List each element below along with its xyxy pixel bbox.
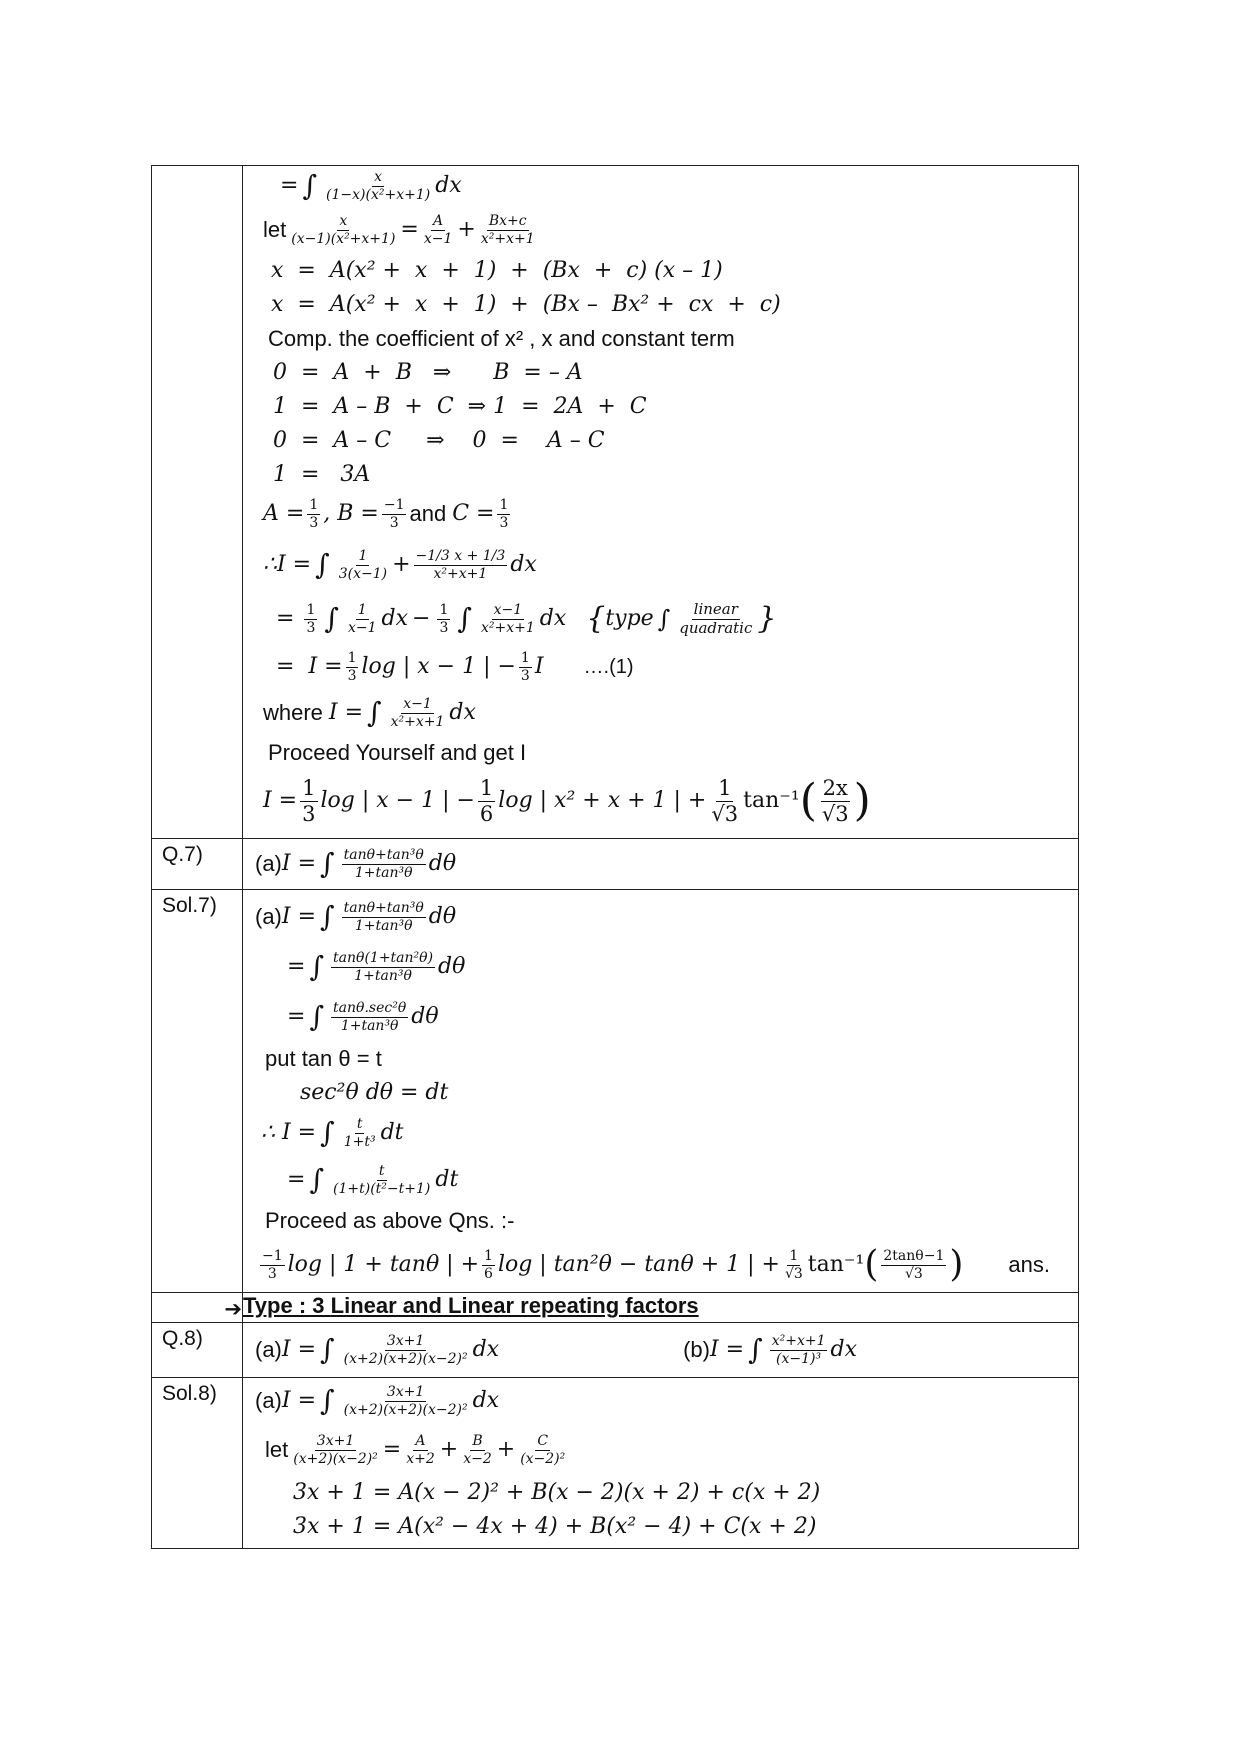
fraction: $\frac{3x+1}{\text{(x+2)(x−2)²}}$ — [293, 1433, 378, 1467]
question-label: Q.8) — [152, 1323, 243, 1378]
fraction: tanθ+tan³θ 1+tan³θ — [343, 900, 424, 934]
fraction: x (1−x)(x²+x+1) — [326, 169, 431, 203]
fraction: $\frac{1}{3}$ — [306, 602, 316, 636]
sol7-line-5: sec²θ dθ = dt — [300, 1080, 449, 1105]
solution-table — [151, 165, 1079, 1549]
sol7-line-4: put tan θ = t — [265, 1046, 382, 1071]
fraction: 2x √3 — [821, 776, 849, 826]
solution-label: Sol.7) — [152, 890, 243, 1293]
sol6-line-1: = ∫ x (1−x)(x²+x+1) dx — [280, 169, 462, 203]
table-row — [152, 1323, 1079, 1378]
sol6-line-4: x = A(x² + x + 1) + (Bx – Bx² + cx + c) — [271, 292, 781, 317]
fraction: $\frac{1}{3}$ — [499, 497, 509, 531]
sol6-line-7: 1 = A – B + C ⇒ 1 = 2A + C — [273, 394, 647, 419]
fraction: −1 3 — [262, 1248, 283, 1282]
fraction: $\frac{1}{3}$ — [520, 650, 530, 684]
arrow-icon: ➔ — [152, 1293, 243, 1323]
table-row — [152, 1293, 1079, 1323]
fraction: $\frac{1}{√3}$ — [784, 1248, 803, 1282]
fraction: $\frac{-1}{3}$ — [383, 497, 405, 531]
sol6-line-8: 0 = A – C ⇒ 0 = A – C — [273, 428, 605, 453]
solution-7-content — [243, 890, 1079, 1293]
table-row — [152, 839, 1079, 890]
fraction: $\frac{1}{3}$ — [302, 776, 316, 826]
sol7-line-2: = ∫ tanθ(1+tan²θ) 1+tan³θ dθ — [287, 950, 466, 984]
fraction: 3x+1 (x+2)(x+2)(x−2)² — [343, 1333, 468, 1367]
fraction: $\frac{-1/3 x + 1/3}{\text{x²+x+1}}$ — [415, 548, 506, 582]
sol8-line-1: (a) I = ∫ 3x+1 (x+2)(x+2)(x−2)² dx — [255, 1384, 500, 1418]
sol6-line-14: where I = ∫ x−1 x²+x+1 dx — [263, 696, 476, 730]
fraction: $\frac{x}{\text{(x−1)(x²+x+1)}}$ — [291, 213, 396, 247]
fraction: x²+x+1 (x−1)³ — [771, 1333, 826, 1367]
sol6-line-9: 1 = 3A — [273, 462, 371, 487]
fraction: linear quadratic — [679, 600, 753, 637]
fraction: $\frac{1}{3}$ — [439, 602, 449, 636]
fraction: t (1+t)(t²−t+1) — [333, 1163, 431, 1197]
fraction: tanθ.sec²θ 1+tan³θ — [333, 1000, 407, 1034]
fraction: tanθ(1+tan²θ) 1+tan³θ — [333, 950, 434, 984]
fraction: tanθ+tan³θ 1+tan³θ — [343, 847, 424, 881]
fraction: $\frac{1}{6}$ — [484, 1248, 493, 1282]
solution-8-content — [243, 1378, 1079, 1549]
sol7-line-8: Proceed as above Qns. :- — [265, 1208, 515, 1233]
sol7-line-9: −1 3 log | 1 + tanθ | + $\frac{1}{6}$ log | tan²θ − tanθ + 1 | + $\frac{1}{√3}$ tan⁻¹ ( 2tanθ−1 √3 ) ans. — [262, 1244, 1050, 1285]
fraction: t 1+t³ — [343, 1116, 376, 1150]
sol6-line-2: let $\frac{x}{\text{(x−1)(x²+x+1)}}$ = $\frac{A}{x-1}$ + $\frac{Bx+c}{\text{x²+x+1}}$ — [263, 213, 535, 247]
sol7-line-1: (a) I = ∫ tanθ+tan³θ 1+tan³θ dθ — [255, 900, 457, 934]
table-row — [152, 166, 1079, 839]
fraction: $\frac{A}{x+2}$ — [406, 1433, 435, 1467]
sol6-line-5: Comp. the coefficient of x² , x and constant term — [268, 326, 735, 351]
fraction: x−1 x²+x+1 — [480, 602, 535, 636]
fraction: 1 x−1 — [347, 602, 377, 636]
fraction: $\frac{1}{6}$ — [479, 776, 494, 826]
fraction: $\frac{1}{√3}$ — [711, 776, 739, 826]
fraction: 2tanθ−1 √3 — [883, 1248, 945, 1282]
sol6-line-6: 0 = A + B ⇒ B = – A — [273, 360, 583, 385]
sol8-line-3: 3x + 1 = A(x − 2)² + B(x − 2)(x + 2) + c(x + 2) — [293, 1480, 821, 1505]
fraction: 1 3(x−1) — [338, 548, 388, 582]
sol6-line-12: = $\frac{1}{3}$ ∫ 1 x−1 dx − $\frac{1}{3}$ ∫ x−1 x²+x+1 dx { type ∫ linear quadratic } — [276, 600, 777, 637]
sol7-line-3: = ∫ tanθ.sec²θ 1+tan³θ dθ — [287, 1000, 439, 1034]
sol8-line-2: let $\frac{3x+1}{\text{(x+2)(x−2)²}}$ = $\frac{A}{x+2}$ + $\frac{B}{x-2}$ + $\frac{C}{\text{(x−2)²}}$ — [265, 1433, 566, 1467]
sol6-line-13: = I = $\frac{1}{3}$ log | x − 1 | − $\frac{1}{3}$ I ….(1) — [276, 650, 634, 684]
fraction: $\frac{B}{x-2}$ — [463, 1433, 492, 1467]
q7-line: (a) I = ∫ tanθ+tan³θ 1+tan³θ dθ — [255, 847, 457, 881]
sol6-line-11: ∴I = ∫ 1 3(x−1) + $\frac{-1/3 x + 1/3}{\text{x²+x+1}}$ dx — [263, 548, 537, 582]
fraction: $\frac{Bx+c}{\text{x²+x+1}}$ — [480, 213, 535, 247]
solution-label: Sol.8) — [152, 1378, 243, 1549]
sol6-line-16: I = $\frac{1}{3}$ log | x − 1 | − $\frac{1}{6}$ log | x² + x + 1 | + $\frac{1}{√3}$ tan⁻¹ ( 2x √3 ) — [263, 775, 871, 826]
sol6-line-3: x = A(x² + x + 1) + (Bx + c) (x – 1) — [271, 258, 723, 283]
sol6-line-10: A = $\frac{1}{3}$ , B = $\frac{-1}{3}$ and C = $\frac{1}{3}$ — [263, 497, 509, 531]
question-7-content — [243, 839, 1079, 890]
answer-marker: ans. — [1008, 1252, 1050, 1277]
fraction: $\frac{1}{3}$ — [347, 650, 357, 684]
row-label-empty — [152, 166, 243, 839]
type-label: Type : 3 — [243, 1293, 325, 1318]
q8-line: (a) I = ∫ 3x+1 (x+2)(x+2)(x−2)² dx (b) I = ∫ x²+x+1 (x−1)³ dx — [255, 1333, 857, 1367]
fraction: 3x+1 (x+2)(x+2)(x−2)² — [343, 1384, 468, 1418]
question-label: Q.7) — [152, 839, 243, 890]
sol7-line-7: = ∫ t (1+t)(t²−t+1) dt — [287, 1163, 459, 1197]
table-row — [152, 1378, 1079, 1549]
fraction: $\frac{C}{\text{(x−2)²}}$ — [520, 1433, 566, 1467]
fraction: $\frac{A}{x-1}$ — [423, 213, 453, 247]
fraction: x−1 x²+x+1 — [390, 696, 445, 730]
type-title: Linear and Linear repeating factors — [330, 1293, 699, 1318]
table-row — [152, 890, 1079, 1293]
fraction: $\frac{1}{3}$ — [309, 497, 319, 531]
sol6-line-15: Proceed Yourself and get I — [268, 740, 527, 765]
question-8-content — [243, 1323, 1079, 1378]
section-heading — [243, 1293, 1079, 1323]
sol8-line-4: 3x + 1 = A(x² − 4x + 4) + B(x² − 4) + C(x + 2) — [293, 1514, 817, 1539]
solution-6-content — [243, 166, 1079, 839]
sol7-line-6: ∴ I = ∫ t 1+t³ dt — [261, 1116, 404, 1150]
